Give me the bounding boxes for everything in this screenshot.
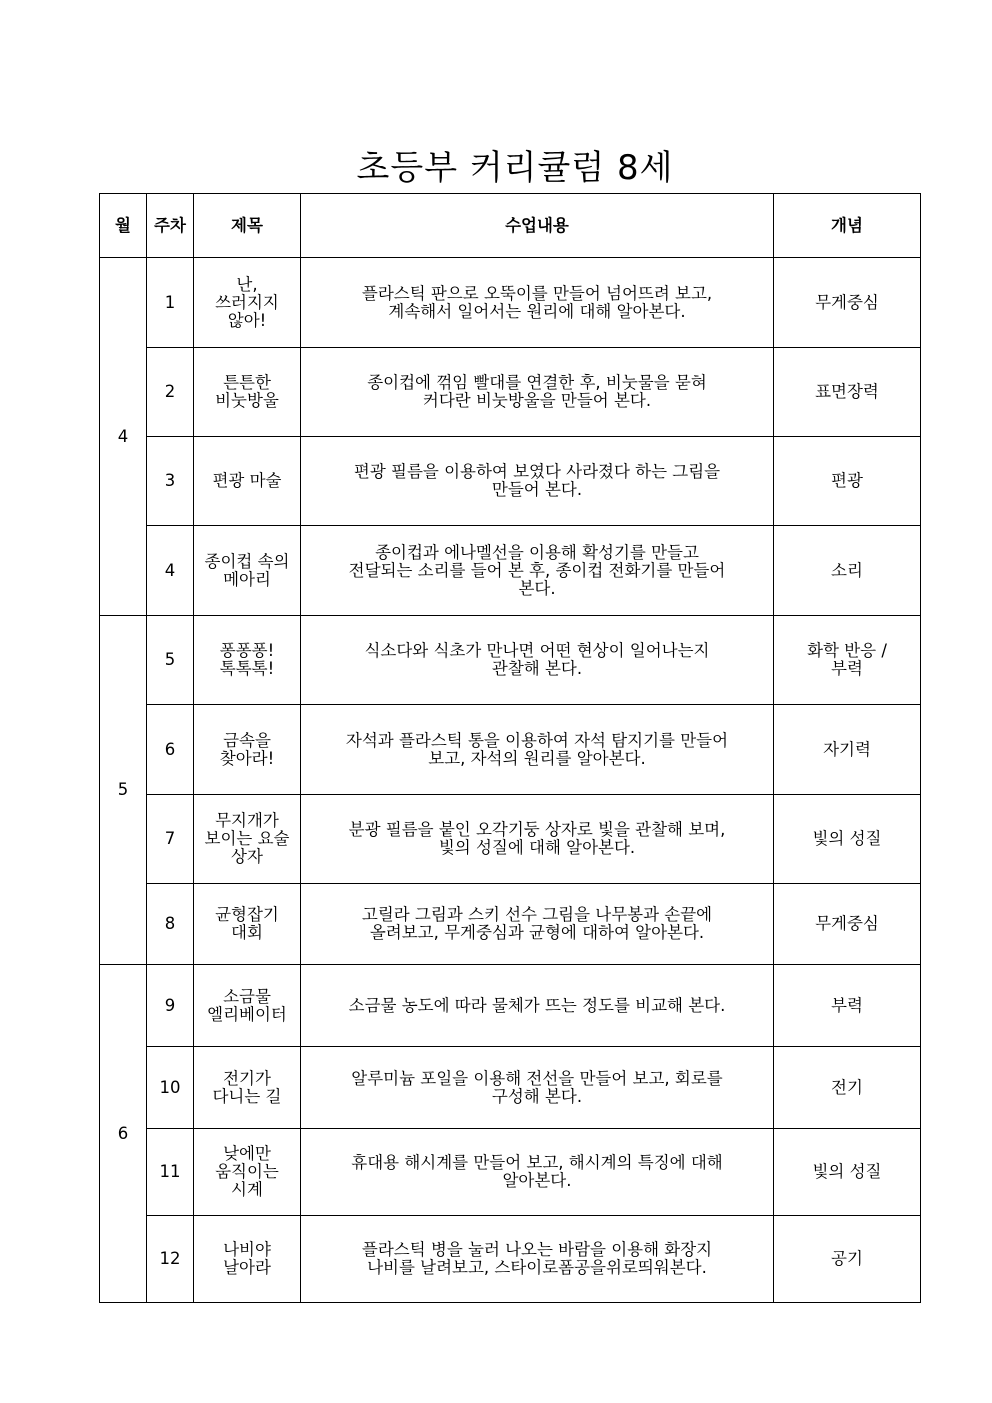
- content-cell: 플라스틱 병을 눌러 나오는 바람을 이용해 화장지 나비를 날려보고, 스타이로폼공을위로띄워본다.: [301, 1216, 774, 1303]
- week-cell: 3: [147, 437, 194, 526]
- header-concept: 개념: [774, 194, 921, 258]
- subject-cell: 균형잡기 대회: [194, 884, 301, 965]
- content-cell: 고릴라 그림과 스키 선수 그림을 나무봉과 손끝에 올려보고, 무게중심과 균형에 대하여 알아본다.: [301, 884, 774, 965]
- header-content: 수업내용: [301, 194, 774, 258]
- content-cell: 종이컵에 꺾임 빨대를 연결한 후, 비눗물을 묻혀 커다란 비눗방울을 만들어 본다.: [301, 348, 774, 437]
- concept-cell: 화학 반응 / 부력: [774, 616, 921, 705]
- table-row: [100, 258, 921, 348]
- subject-cell: 편광 마술: [194, 437, 301, 526]
- concept-cell: 전기: [774, 1047, 921, 1129]
- subject-cell: 무지개가 보이는 요술 상자: [194, 795, 301, 884]
- table-row: [100, 616, 921, 705]
- week-cell: 5: [147, 616, 194, 705]
- table-row: [100, 1129, 921, 1216]
- table-row: [100, 348, 921, 437]
- subject-cell: 전기가 다니는 길: [194, 1047, 301, 1129]
- subject-cell: 종이컵 속의 메아리: [194, 526, 301, 616]
- concept-cell: 자기력: [774, 705, 921, 795]
- subject-cell: 나비야 날아라: [194, 1216, 301, 1303]
- month-cell: 6: [100, 965, 147, 1303]
- week-cell: 4: [147, 526, 194, 616]
- header-month: 월: [100, 194, 147, 258]
- table-row: [100, 526, 921, 616]
- concept-cell: 빛의 성질: [774, 1129, 921, 1216]
- table-row: [100, 795, 921, 884]
- content-cell: 휴대용 해시계를 만들어 보고, 해시계의 특징에 대해 알아본다.: [301, 1129, 774, 1216]
- content-cell: 알루미늄 포일을 이용해 전선을 만들어 보고, 회로를 구성해 본다.: [301, 1047, 774, 1129]
- content-cell: 플라스틱 판으로 오뚝이를 만들어 넘어뜨려 보고, 계속해서 일어서는 원리에 대해 알아본다.: [301, 258, 774, 348]
- week-cell: 9: [147, 965, 194, 1047]
- subject-cell: 금속을 찾아라!: [194, 705, 301, 795]
- month-cell: 4: [100, 258, 147, 616]
- concept-cell: 무게중심: [774, 884, 921, 965]
- subject-cell: 난, 쓰러지지 않아!: [194, 258, 301, 348]
- header-subject: 제목: [194, 194, 301, 258]
- concept-cell: 부력: [774, 965, 921, 1047]
- subject-cell: 낮에만 움직이는 시계: [194, 1129, 301, 1216]
- content-cell: 편광 필름을 이용하여 보였다 사라졌다 하는 그림을 만들어 본다.: [301, 437, 774, 526]
- table-row: [100, 705, 921, 795]
- header-row: [100, 194, 921, 258]
- week-cell: 1: [147, 258, 194, 348]
- content-cell: 소금물 농도에 따라 물체가 뜨는 정도를 비교해 본다.: [301, 965, 774, 1047]
- content-cell: 종이컵과 에나멜선을 이용해 확성기를 만들고 전달되는 소리를 들어 본 후, 종이컵 전화기를 만들어 본다.: [301, 526, 774, 616]
- week-cell: 6: [147, 705, 194, 795]
- table-row: [100, 437, 921, 526]
- table-row: [100, 1216, 921, 1303]
- week-cell: 2: [147, 348, 194, 437]
- subject-cell: 소금물 엘리베이터: [194, 965, 301, 1047]
- week-cell: 8: [147, 884, 194, 965]
- subject-cell: 퐁퐁퐁! 톡톡톡!: [194, 616, 301, 705]
- week-cell: 12: [147, 1216, 194, 1303]
- week-cell: 11: [147, 1129, 194, 1216]
- content-cell: 식소다와 식초가 만나면 어떤 현상이 일어나는지 관찰해 본다.: [301, 616, 774, 705]
- table-row: [100, 1047, 921, 1129]
- concept-cell: 소리: [774, 526, 921, 616]
- week-cell: 7: [147, 795, 194, 884]
- curriculum-table: [99, 193, 921, 1303]
- content-cell: 분광 필름을 붙인 오각기둥 상자로 빛을 관찰해 보며, 빛의 성질에 대해 알아본다.: [301, 795, 774, 884]
- concept-cell: 빛의 성질: [774, 795, 921, 884]
- week-cell: 10: [147, 1047, 194, 1129]
- subject-cell: 튼튼한 비눗방울: [194, 348, 301, 437]
- table-row: [100, 884, 921, 965]
- concept-cell: 편광: [774, 437, 921, 526]
- header-week: 주차: [147, 194, 194, 258]
- concept-cell: 표면장력: [774, 348, 921, 437]
- concept-cell: 무게중심: [774, 258, 921, 348]
- page-title: 초등부 커리큘럼 8세: [356, 148, 674, 188]
- table-row: [100, 965, 921, 1047]
- concept-cell: 공기: [774, 1216, 921, 1303]
- content-cell: 자석과 플라스틱 통을 이용하여 자석 탐지기를 만들어 보고, 자석의 원리를 알아본다.: [301, 705, 774, 795]
- month-cell: 5: [100, 616, 147, 965]
